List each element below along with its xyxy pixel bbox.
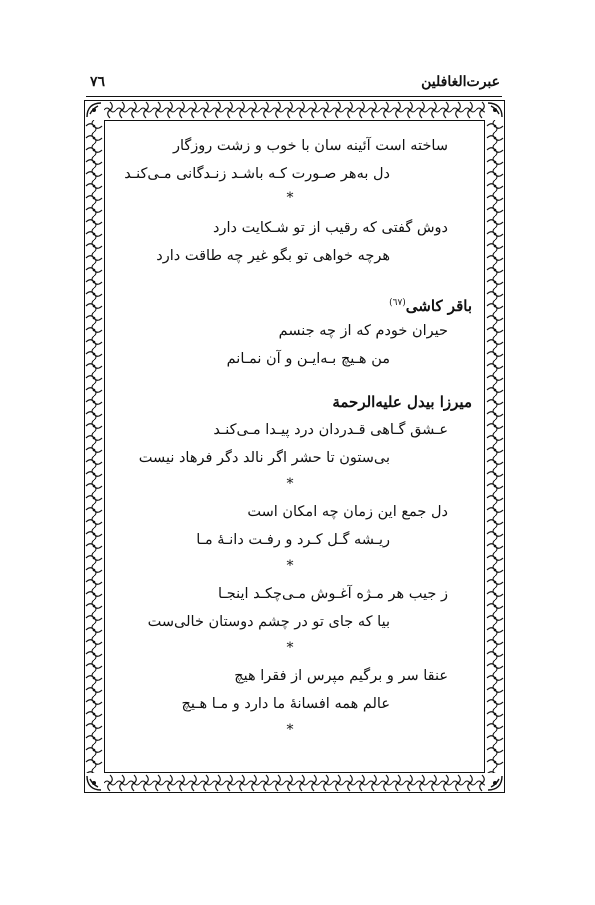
page-header	[90, 74, 500, 96]
running-title: عبرت‌الغافلین	[421, 74, 500, 90]
verse-separator: *	[286, 476, 294, 492]
verse-line: ز جیب هر مـژه آغـوش مـی‌چکـد اینجـا	[218, 586, 448, 602]
verse-line: دل جمع این زمان چه امکان است	[247, 504, 448, 520]
corner-ornament-bottom-left	[84, 773, 104, 793]
verse-separator: *	[286, 190, 294, 206]
frame-pattern-left	[84, 120, 104, 773]
verse-line: دل به‌هر صـورت کـه باشـد زنـدگانی مـی‌کنـد	[124, 166, 390, 182]
verse-line: عـشق گـاهی قـدردان درد پیـدا مـی‌کنـد	[213, 422, 448, 438]
page-number: ٧٦	[90, 74, 106, 90]
verse-line: من هـیچ بـه‌ایـن و آن نمـانم	[226, 351, 390, 367]
verse-line: بیا که جای تو در چشم دوستان خالی‌ست	[147, 614, 390, 630]
verse-line: عالم همه افسانهٔ ما دارد و مـا هـیچ	[181, 696, 390, 712]
verse-line: هرچه خواهی تو بگو غیر چه طاقت دارد	[156, 248, 390, 264]
corner-ornament-top-right	[485, 100, 505, 120]
verse-line: عنقا سر و برگیم مپرس از فقرا هیچ	[234, 668, 448, 684]
verse-line: حیران خودم که از چه جنسم	[278, 323, 448, 339]
frame-pattern-bottom	[104, 773, 485, 793]
verse-line: دوش گفتی که رقیب از تو شـکایت دارد	[213, 220, 448, 236]
verse-separator: *	[286, 640, 294, 656]
verse-line: بی‌ستون تا حشر اگر نالد دگر فرهاد نیست	[138, 450, 390, 466]
poet-name: باقر کاشی	[405, 297, 472, 315]
verse-separator: *	[286, 558, 294, 574]
header-rule	[86, 96, 502, 97]
verse-line: ساخته است آئینه سان با خوب و زشت روزگار	[172, 138, 448, 154]
section-heading	[389, 293, 472, 316]
footnote-reference: (٦٧)	[389, 298, 406, 308]
frame-pattern-top	[104, 100, 485, 120]
verse-separator: *	[286, 722, 294, 738]
verse-line: ریـشه گـل کـرد و رفـت دانـهٔ مـا	[196, 532, 390, 548]
corner-ornament-top-left	[84, 100, 104, 120]
corner-ornament-bottom-right	[485, 773, 505, 793]
section-heading: میرزا بیدل علیه‌الرحمة	[332, 393, 472, 411]
frame-pattern-right	[485, 120, 505, 773]
